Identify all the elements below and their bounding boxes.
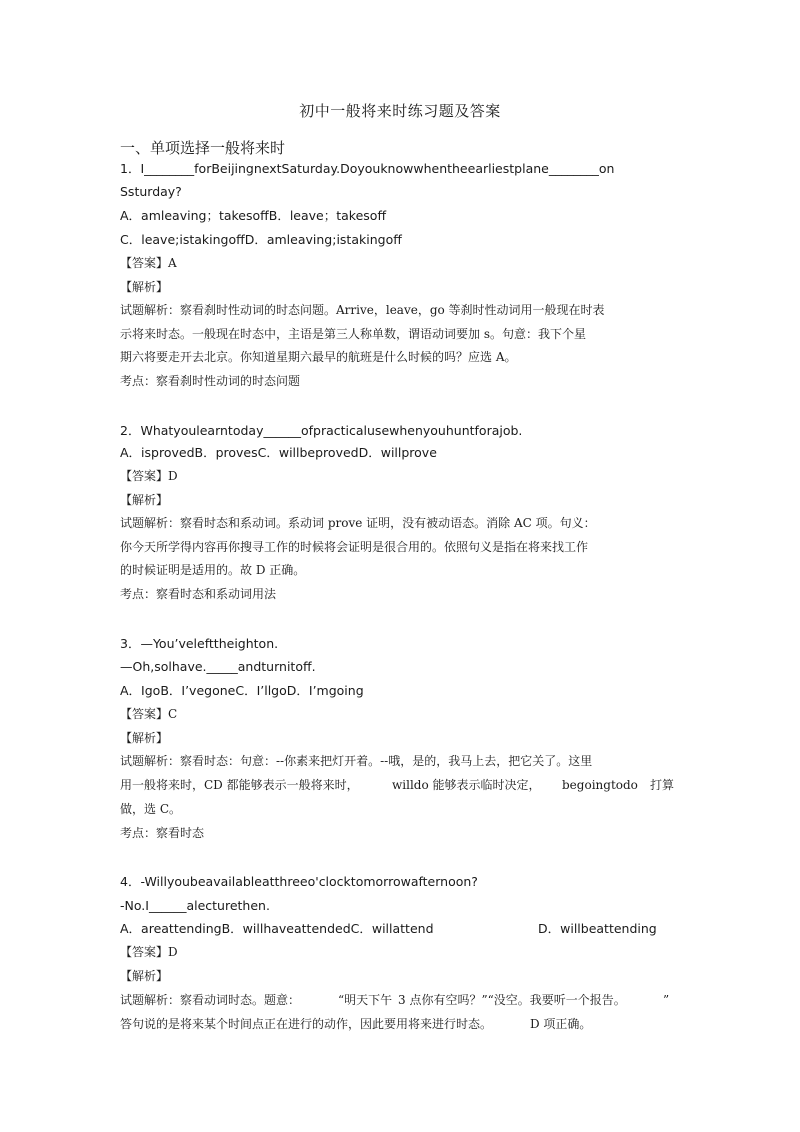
q4-analysis-tag: 【解析】	[120, 969, 169, 983]
q4-option-d: D．willbeattending	[538, 921, 657, 936]
q4-explanation-line-2	[120, 1016, 592, 1032]
q1-answer: 【答案】A	[120, 256, 177, 270]
q4-explanation-part-e: 答句说的是将来某个时间点正在进行的动作，因此要用将来进行时态。	[120, 1017, 493, 1031]
q3-explanation-part-c: begoingtodo	[562, 778, 638, 792]
q3-stem-line-2: —Oh,solhave._____andturnitoff.	[120, 659, 316, 674]
q2-explanation-line-1: 试题解析：察看时态和系动词。系动词 prove 证明，没有被动语态。消除 AC 项。句义：	[120, 516, 596, 530]
q2-analysis-tag: 【解析】	[120, 493, 169, 507]
q2-options: A．isprovedB．provesC．willbeprovedD．willprove	[120, 445, 437, 460]
q2-knowledge-point: 考点：察看时态和系动词用法	[120, 587, 277, 601]
q1-explanation-line-3: 期六将要走开去北京。你知道星期六最早的航班是什么时候的吗？应选 A。	[120, 350, 517, 364]
q1-analysis-tag: 【解析】	[120, 280, 169, 294]
q3-knowledge-point: 考点：察看时态	[120, 826, 205, 840]
q4-explanation-part-b: “明天下午	[338, 993, 393, 1007]
q3-explanation-part-d: 打算	[650, 778, 675, 792]
section-heading: 一、单项选择一般将来时	[120, 139, 286, 157]
q4-stem-line-2: -No.I______alecturethen.	[120, 898, 270, 913]
q1-explanation-line-1: 试题解析：察看刹时性动词的时态问题。Arrive，leave，go 等刹时性动词用一般现在时表	[120, 303, 605, 317]
q1-options-cd: C．leave;istakingoffD．amleaving;istakingoff	[120, 232, 402, 247]
q3-explanation-line-3: 做，选 C。	[120, 802, 181, 816]
q1-knowledge-point: 考点：察看刹时性动词的时态问题	[120, 374, 301, 388]
q1-stem-line-2: Ssturday?	[120, 184, 182, 199]
q4-options	[120, 921, 657, 937]
q1-explanation-line-2: 示将来时态。一般现在时态中，主语是第三人称单数，谓语动词要加 s。句意：我下个星	[120, 327, 586, 341]
q3-analysis-tag: 【解析】	[120, 731, 169, 745]
q3-answer: 【答案】C	[120, 707, 178, 721]
q2-stem-line-1: 2．Whatyoulearntoday______ofpracticalusewhenyouhuntforajob.	[120, 423, 523, 438]
q4-explanation-part-f: D 项正确。	[530, 1017, 592, 1031]
q2-explanation-line-3: 的时候证明是适用的。故 D 正确。	[120, 563, 306, 577]
q1-stem-line-1: 1．I________forBeijingnextSaturday.Doyouknowwhentheearliestplane________on	[120, 161, 615, 176]
q4-explanation-part-d: ”	[663, 993, 670, 1007]
q4-stem-line-1: 4．-Willyoubeavailableatthreeo'clocktomorrowafternoon?	[120, 874, 478, 889]
q2-explanation-line-2: 你今天所学得内容再你搜寻工作的时候将会证明是很合用的。依照句义是指在将来找工作	[120, 540, 589, 554]
q4-explanation-part-a: 试题解析：察看动词时态。题意：	[120, 993, 301, 1007]
q4-explanation-part-c: 3 点你有空吗？”“没空。我要听一个报告。	[398, 993, 626, 1007]
page-title: 初中一般将来时练习题及答案	[299, 102, 501, 120]
q2-answer: 【答案】D	[120, 469, 178, 483]
q3-explanation-line-2	[120, 777, 675, 793]
q3-explanation-part-a: 用一般将来时，CD 都能够表示一般将来时，	[120, 778, 359, 792]
q3-explanation-line-1: 试题解析：察看时态：句意：--你素来把灯开着。--哦，是的，我马上去，把它关了。这里	[120, 754, 593, 768]
q4-options-abc: A．areattendingB．willhaveattendedC．willattend	[120, 921, 434, 936]
q1-options-ab: A．amleaving；takesoffB．leave；takesoff	[120, 208, 387, 223]
q4-answer: 【答案】D	[120, 945, 178, 959]
q3-stem-line-1: 3．—You’velefttheighton.	[120, 636, 279, 651]
q3-explanation-part-b: willdo 能够表示临时决定，	[392, 778, 541, 792]
q4-explanation-line-1	[120, 992, 670, 1008]
q3-options: A．IgoB．I’vegoneC．I’llgoD．I’mgoing	[120, 683, 364, 698]
